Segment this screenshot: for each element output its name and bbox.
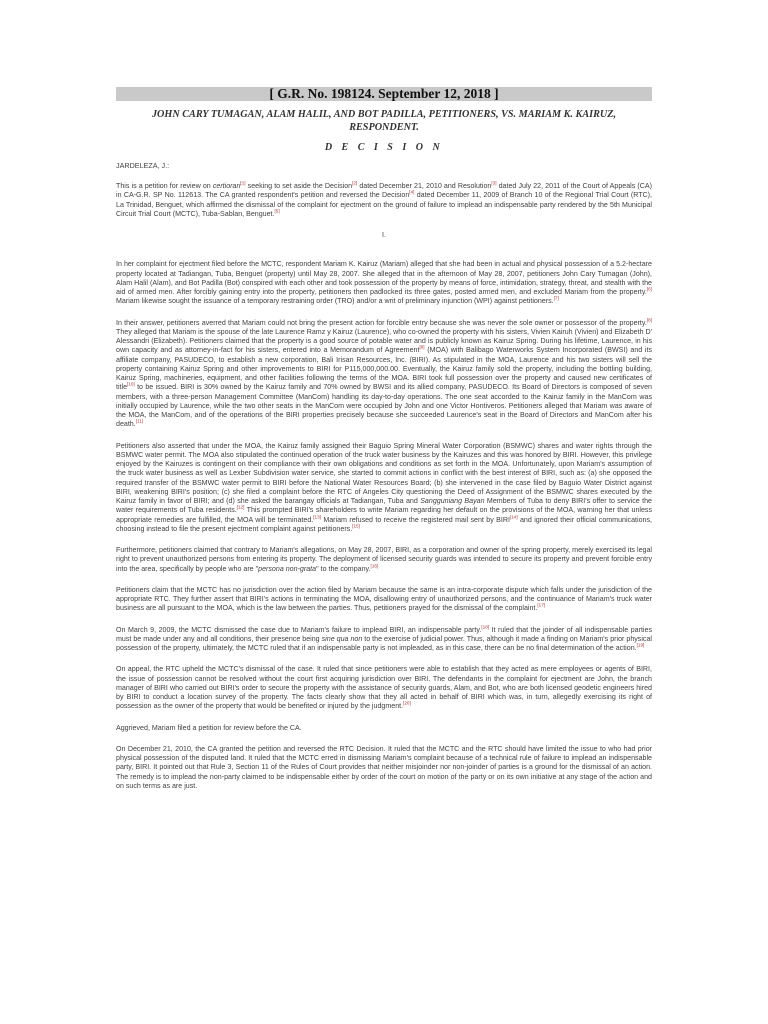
footnote-link[interactable]: [1] xyxy=(240,180,246,186)
footnote-link[interactable]: [4] xyxy=(409,189,415,195)
case-number-header: [ G.R. No. 198124. September 12, 2018 ] xyxy=(116,87,652,101)
paragraph: Furthermore, petitioners claimed that contrary to Mariam's allegations, on May 28, 2007, BIRI, as a corporation and owner of the spring property, merely exercised its legal right to prevent unauthorized persons from entering its property. The deployment of licensed security guards was intended to secure its property and prevent forcible entry into the area, specifically by people who are "persona non-grata" to the company.[16] xyxy=(116,546,652,573)
footnote-link[interactable]: [19] xyxy=(636,642,645,648)
italic-term: certiorari xyxy=(212,182,241,190)
paragraph: Aggrieved, Mariam filed a petition for review before the CA. xyxy=(116,723,302,732)
footnote-link[interactable]: [9] xyxy=(419,344,425,350)
footnote-link[interactable]: [13] xyxy=(313,514,321,520)
footnote-link[interactable]: [10] xyxy=(127,381,135,387)
footnote-link[interactable]: [2] xyxy=(352,180,358,186)
paragraph: In their answer, petitioners averred that Mariam could not bring the present action for forcible entry because she was never the sole owner or possessor of the property.[8] They alleged that Mariam is the spouse of the late Laurence Ramz y Kairuz (Laurence), who co-owned the property with his sisters, Vivien Kairuh (Vivien) and Elizabeth D' Alessandri (Elizabeth). Petitioners claimed that the property is a good source of potable water and is publicly known as Kairuz Spring. During his lifetime, Laurence, in his own capacity and as attorney-in-fact for his sisters, entered into a Memorandum of Agreement[9] (MOA) with Balibago Waterworks System Incorporated (BWSI) and its affiliate company, PASUDECO, to establish a new corporation, Bali Irisan Resources, Inc. (BIRI). As stipulated in the MOA, Laurence and his two sisters will sell the property containing Kairuz Spring and other improvements to BIRI for P115,000,000.00. Eventually, the Kairuz family sold the property, including the bottling building, Kairuz Spring, machineries, equipment, and other facilities following the terms of the MOA. BIRI took full possession over the property and caused new certificates of title[10] to be issued. BIRI is 30% owned by the Kairuz family and 70% owned by BWSI and its allied company, PASUDECO. Its Board of Directors is composed of seven members, with a three-person Management Committee (ManCom) handling its day-to-day operations. The one seat accorded to the Kairuz family in the ManCom was initially occupied by Laurence, while the two other seats in the ManCom were occupied by John and one Victor Hontiveros. Petitioners alleged that Mariam was aware of the MOA, the ManCom, and of the operations of the BIRI properties precisely because she succeeded Laurence's seat in the Board of Directors and ManCom after his death.[11] xyxy=(116,317,652,429)
footnote-link[interactable]: [5] xyxy=(274,208,280,214)
paragraph: On appeal, the RTC upheld the MCTC's dismissal of the case. It ruled that since petitioners were able to establish that they acted as mere employees or agents of BIRI, the issue of possession cannot be resolved without the court first acquiring jurisdiction over BIRI. The defendants in the complaint for ejectment are John, the branch manager of BIRI who carried out BIRI's order to secure the property with the assistance of security guards, Alam, and Bot, who are both licensed geodetic engineers hired by BIRI to conduct a location survey of the property. The facts clearly show that they all acted in behalf of BIRI which was, in turn, allegedly exercising its right of possession as the owner of the property that would be benefited or injured by the judgment.[20] xyxy=(116,665,652,711)
footnote-link[interactable]: [6] xyxy=(646,286,652,292)
paragraph: Petitioners claim that the MCTC has no jurisdiction over the action filed by Mariam because the same is an intra-corporate dispute which falls under the jurisdiction of the appropriate RTC. They further assert that BIRI's actions in terminating the MOA, disallowing entry of unauthorized persons, and the continuance of Mariam's truck water business are all pursuant to the MOA, which is the law between the parties. Thus, petitioners prayed for the dismissal of the complaint.[17] xyxy=(116,585,652,613)
case-parties: JOHN CARY TUMAGAN, ALAM HALIL, AND BOT PADILLA, PETITIONERS, VS. MARIAM K. KAIRUZ, RESPONDENT. xyxy=(151,109,617,133)
footnote-link[interactable]: [16] xyxy=(370,563,379,569)
decision-body xyxy=(116,182,652,803)
footnote-link[interactable]: [15] xyxy=(352,523,360,529)
footnote-link[interactable]: [3] xyxy=(491,180,497,186)
section-marker: I. xyxy=(382,231,386,239)
italic-term: persona non-grata xyxy=(258,564,317,573)
paragraph: This is a petition for review on certiorari[1] seeking to set aside the Decision[2] dated December 21, 2010 and Resolution[3] dated July 22, 2011 of the Court of Appeals (CA) in CA-G.R. SP No. 112613. The CA granted respondent's petition and reversed the Decision[4] dated December 11, 2009 of Branch 10 of the Regional Trial Court (RTC), La Trinidad, Benguet, which affirmed the dismissal of the complaint for ejectment on the ground of failure to implead an indispensable party rendered by the 5th Municipal Circuit Trial Court (MCTC), Tuba-Sablan, Benguet.[5] xyxy=(116,180,652,218)
ponente: JARDELEZA, J.: xyxy=(116,161,170,170)
footnote-link[interactable]: [18] xyxy=(481,624,490,630)
footnote-link[interactable]: [8] xyxy=(646,317,652,323)
footnote-link[interactable]: [11] xyxy=(135,418,144,424)
footnote-link[interactable]: [20] xyxy=(403,700,411,706)
paragraph: In her complaint for ejectment filed before the MCTC, respondent Mariam K. Kairuz (Mariam) alleged that she had been in actual and physical possession of a 5.2-hectare property located at Tadiangan, Tuba, Benguet (property) until May 28, 2007. She alleged that in the afternoon of May 28, 2007, petitioners John Cary Tumagan (John), Alam Halil (Alam), and Bot Padilla (Bot) conspired with each other and took possession of the property by means of force, intimidation, strategy, threat, and stealth with the aid of armed men. After forcibly gaining entry into the property, petitioners then padlocked its three gates, posted armed men, and excluded Mariam from the property.[6] Mariam likewise sought the issuance of a temporary restraining order (TRO) and/or a writ of preliminary injunction (WPI) against petitioners.[7] xyxy=(116,260,652,306)
footnote-link[interactable]: [14] xyxy=(509,514,518,520)
italic-term: Sangguniang Bayan xyxy=(420,497,485,505)
italic-term: sine qua non xyxy=(321,634,363,643)
paragraph: On December 21, 2010, the CA granted the petition and reversed the RTC Decision. It ruled that the MCTC and the RTC should have limited the issue to who had prior physical possession of the disputed land. It ruled that the MCTC erred in dismissing Mariam's complaint because of a technical rule of failure to implead an indispensable party, BIRI. It pointed out that Rule 3, Section 11 of the Rules of Court provides that neither misjoinder nor non-joinder of parties is a ground for the dismissal of an action. The remedy is to implead the non-party claimed to be indispensable either by order of the court on motion of the party or on its own initiative at any stage of the action and on such terms as are just. xyxy=(116,744,652,790)
footnote-link[interactable]: [12] xyxy=(236,504,245,510)
paragraph: On March 9, 2009, the MCTC dismissed the case due to Mariam's failure to implead BIRI, an indispensable party.[18] It ruled that the joinder of all indispensable parties must be made under any and all conditions, their presence being sine qua non to the exercise of judicial power. Thus, although it made a finding on Mariam's prior physical possession of the property, ultimately, the MCTC ruled that if an indispensable party is not impleaded, as in this case, there can be no final determination of the action.[19] xyxy=(116,624,652,652)
footnote-link[interactable]: [7] xyxy=(553,295,559,301)
decision-title: D E C I S I O N xyxy=(324,142,444,153)
paragraph: Petitioners also asserted that under the MOA, the Kairuz family assigned their Baguio Spring Mineral Water Corporation (BSMWC) shares and water rights through the BSMWC water permit. The MOA also stipulated the continued operation of the truck water business by the Kairuzes and this was honored by BIRI. However, this privilege enjoyed by the Kairuzes is contingent on their compliance with their own obligations and conditions as set forth in the MOA. Unfortunately, upon Mariam's assumption of the truck water business as well as Lexber Subdivision water service, she started to commit actions in conflict with the best interest of BIRI, such as: (a) she opposed the required transfer of the BSMWC water permit to BIRI before the National Water Resources Board; (b) she intervened in the case filed by Baguio Water District against BIRI, weakening BIRI's position; (c) she filed a complaint before the RTC of Angeles City questioning the Deed of Assignment of the BSMWC shares executed by the Kairuz family in favor of BIRI; and (d) she asked the barangay officials at Tadiangan, Tuba and Sangguniang Bayan Members of Tuba to deny BIRI's offer to service the water requirements of Tuba residents.[12] This prompted BIRI's shareholders to write Mariam regarding her default on the provisions of the MOA, warning her that unless appropriate remedies are fulfilled, the MOA will be terminated.[13] Mariam refused to receive the registered mail sent by BIRI[14] and ignored their official communications, choosing instead to file the present ejectment complaint against petitioners.[15] xyxy=(116,441,653,533)
footnote-link[interactable]: [17] xyxy=(537,602,546,608)
